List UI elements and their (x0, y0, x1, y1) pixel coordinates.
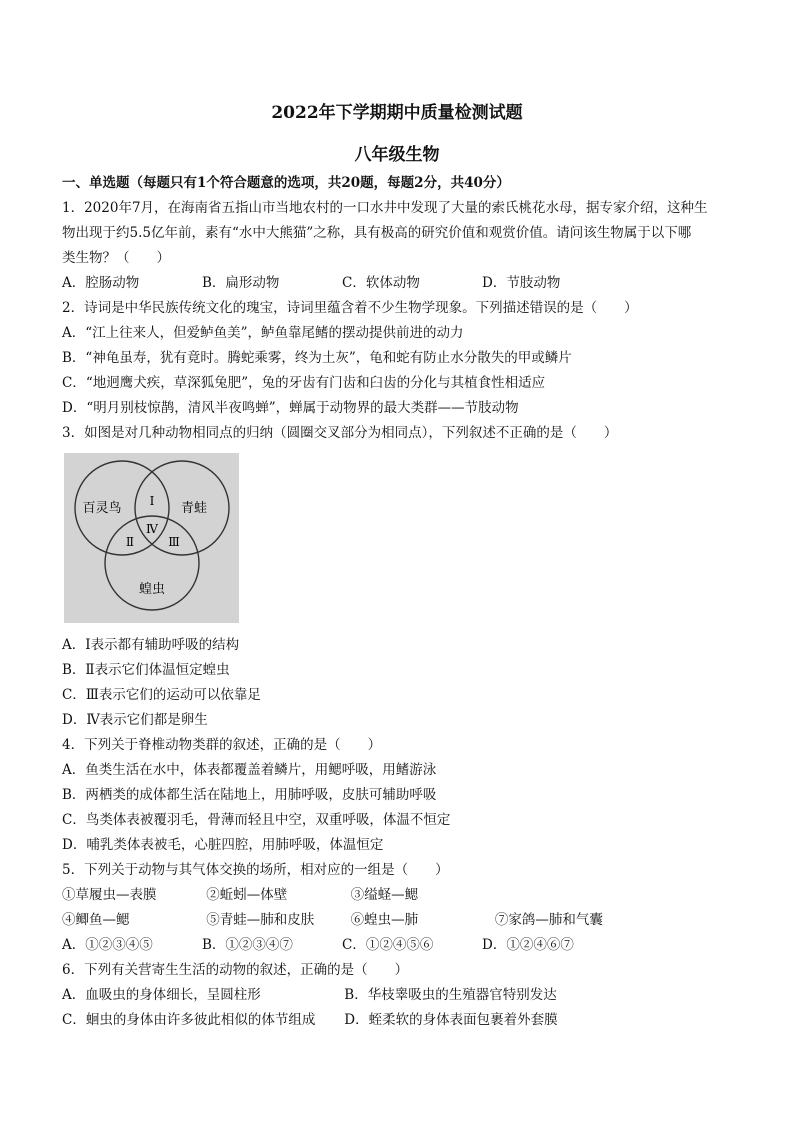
q6-stem: 6．下列有关营寄生生活的动物的叙述，正确的是（ ） (62, 962, 409, 978)
q1-stem-line-3: 类生物？（ ） (62, 250, 170, 266)
q2-option-a: A．“江上往来人，但爱鲈鱼美”，鲈鱼靠尾鳍的摆动提供前进的动力 (62, 325, 464, 341)
exam-title: 2022年下学期期中质量检测试题 (271, 103, 523, 123)
q5-pair-7: ⑦家鸽—肺和气囊 (494, 912, 603, 928)
q6-option-a: A．血吸虫的身体细长，呈圆柱形 (62, 987, 261, 1003)
venn-diagram (64, 453, 239, 623)
q5-pairs-row-1 (62, 886, 742, 904)
region-label-4: Ⅳ (146, 522, 158, 536)
label-locust: 蝗虫 (138, 582, 166, 597)
q1-stem-line-2: 物出现于约5.5亿年前，素有“水中大熊猫”之称，具有极高的研究价值和观赏价值。请问该生物属于以下哪 (62, 225, 692, 241)
q6-options-row-2 (62, 1011, 742, 1029)
q5-pair-5: ⑤青蛙—肺和皮肤 (206, 912, 315, 928)
q5-option-d: D．①②④⑥⑦ (482, 937, 574, 953)
q4-option-c: C．鸟类体表被覆羽毛，骨薄而轻且中空，双重呼吸，体温不恒定 (62, 812, 451, 828)
q5-pairs-row-2 (62, 911, 742, 929)
q5-pair-6: ⑥蝗虫—肺 (350, 912, 419, 928)
q2-option-b: B．“神龟虽寿，犹有竟时。腾蛇乘雾，终为土灰”，龟和蛇有防止水分散失的甲或鳞片 (62, 350, 572, 366)
q4-option-b: B．两栖类的成体都生活在陆地上，用肺呼吸，皮肤可辅助呼吸 (62, 787, 437, 803)
q4-option-a: A．鱼类生活在水中，体表都覆盖着鳞片，用鳃呼吸，用鳍游泳 (62, 762, 437, 778)
q2-option-c: C．“地迥鹰犬疾，草深狐兔肥”，兔的牙齿有门齿和臼齿的分化与其植食性相适应 (62, 375, 546, 391)
q6-options-row-1 (62, 986, 742, 1004)
q3-stem: 3．如图是对几种动物相同点的归纳（圆圈交叉部分为相同点），下列叙述不正确的是（ ） (62, 425, 618, 441)
q3-option-a: A．Ⅰ表示都有辅助呼吸的结构 (62, 637, 240, 653)
q1-option-a: A．腔肠动物 (62, 275, 140, 291)
q6-option-d: D．蛭柔软的身体表面包裹着外套膜 (344, 1012, 558, 1028)
label-frog: 青蛙 (180, 501, 208, 516)
q5-option-a: A．①②③④⑤ (62, 937, 153, 953)
q3-option-d: D．Ⅳ表示它们都是卵生 (62, 712, 208, 728)
region-label-1: Ⅰ (149, 494, 155, 508)
region-label-3: Ⅲ (168, 535, 180, 549)
q1-option-b: B．扁形动物 (202, 275, 280, 291)
q4-option-d: D．哺乳类体表被毛，心脏四腔，用肺呼吸，体温恒定 (62, 837, 384, 853)
q1-option-c: C．软体动物 (342, 275, 420, 291)
q2-option-d: D．“明月别枝惊鹊，清风半夜鸣蝉”，蝉属于动物界的最大类群——节肢动物 (62, 400, 519, 416)
q3-option-b: B．Ⅱ表示它们体温恒定蝗虫 (62, 662, 230, 678)
q3-option-c: C．Ⅲ表示它们的运动可以依靠足 (62, 687, 261, 703)
q1-option-d: D．节肢动物 (482, 275, 561, 291)
q5-stem: 5．下列关于动物与其气体交换的场所，相对应的一组是（ ） (62, 862, 449, 878)
q4-stem: 4．下列关于脊椎动物类群的叙述，正确的是（ ） (62, 737, 382, 753)
section-heading: 一、单选题（每题只有1个符合题意的选项，共20题，每题2分，共40分） (62, 175, 510, 191)
venn-svg (64, 453, 239, 623)
q6-option-b: B．华枝睾吸虫的生殖器官特别发达 (344, 987, 557, 1003)
exam-subtitle: 八年级生物 (354, 145, 440, 165)
q1-stem-line-1: 1．2020年7月，在海南省五指山市当地农村的一口水井中发现了大量的索氏桃花水母，据专家介绍，这种生 (62, 200, 708, 216)
q5-options (62, 936, 742, 954)
q2-stem: 2．诗词是中华民族传统文化的瑰宝，诗词里蕴含着不少生物学现象。下列描述错误的是（ ） (62, 300, 638, 316)
q5-pair-1: ①草履虫—表膜 (62, 887, 157, 903)
q5-pair-2: ②蚯蚓—体壁 (206, 887, 288, 903)
q5-pair-3: ③缢蛏—鳃 (350, 887, 419, 903)
q1-options (62, 274, 742, 292)
q5-option-c: C．①②④⑤⑥ (342, 937, 434, 953)
q5-pair-4: ④鲫鱼—鳃 (62, 912, 130, 928)
label-bird: 百灵鸟 (82, 501, 122, 516)
q6-option-c: C．蛔虫的身体由许多彼此相似的体节组成 (62, 1012, 316, 1028)
q5-option-b: B．①②③④⑦ (202, 937, 293, 953)
region-label-2: Ⅱ (125, 535, 135, 549)
